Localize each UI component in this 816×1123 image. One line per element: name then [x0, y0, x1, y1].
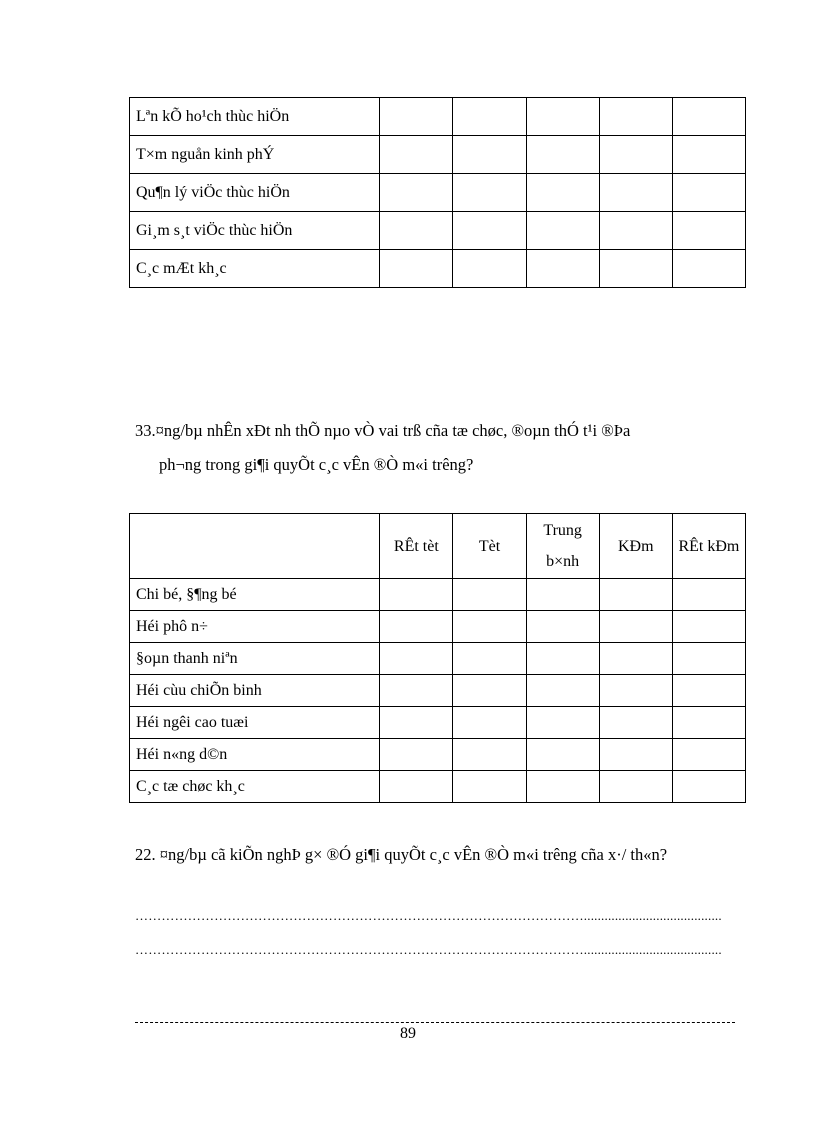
rating-cell[interactable]	[599, 675, 672, 707]
row-label: T×m nguån kinh phÝ	[130, 136, 380, 174]
question-22: 22. ¤ng/bµ cã kiÕn nghÞ g× ®Ó gi¶i quyÕt c¸c vÊn ®Ò m«i trêng cña x·/ th«n?	[135, 845, 668, 864]
row-label: Héi n«ng d©n	[130, 739, 380, 771]
row-label: C¸c mÆt kh¸c	[130, 250, 380, 288]
rating-cell[interactable]	[380, 250, 453, 288]
rating-cell[interactable]	[526, 250, 599, 288]
rating-cell[interactable]	[453, 739, 526, 771]
rating-cell[interactable]	[453, 611, 526, 643]
rating-cell[interactable]	[672, 739, 745, 771]
rating-cell[interactable]	[672, 643, 745, 675]
rating-cell[interactable]	[526, 98, 599, 136]
rating-cell[interactable]	[599, 579, 672, 611]
table-row	[130, 707, 746, 739]
row-label: Héi phô n÷	[130, 611, 380, 643]
row-label: Héi cùu chiÕn binh	[130, 675, 380, 707]
rating-cell[interactable]	[672, 707, 745, 739]
table-row	[130, 643, 746, 675]
rating-cell[interactable]	[380, 643, 453, 675]
rating-cell[interactable]	[380, 98, 453, 136]
answer-line[interactable]: …………………………………………………………………………………………........................................	[135, 942, 722, 957]
rating-cell[interactable]	[672, 579, 745, 611]
rating-cell[interactable]	[453, 212, 526, 250]
rating-cell[interactable]	[599, 739, 672, 771]
rating-cell[interactable]	[599, 98, 672, 136]
rating-cell[interactable]	[380, 675, 453, 707]
rating-cell[interactable]	[526, 212, 599, 250]
header-very-poor: RÊt kÐm	[672, 514, 745, 579]
rating-cell[interactable]	[380, 739, 453, 771]
rating-cell[interactable]	[526, 675, 599, 707]
question-33-line-1: 33.¤ng/bµ nhÊn xÐt nh thÕ nµo vÒ vai trß cña tæ chøc, ®oµn thÓ t¹i ®Þa	[135, 421, 631, 440]
rating-cell[interactable]	[453, 675, 526, 707]
question-33	[135, 414, 750, 482]
rating-cell[interactable]	[672, 250, 745, 288]
rating-cell[interactable]	[672, 611, 745, 643]
rating-cell[interactable]	[672, 675, 745, 707]
table-row	[130, 98, 746, 136]
header-poor: KÐm	[599, 514, 672, 579]
rating-cell[interactable]	[453, 98, 526, 136]
row-label: Gi¸m s¸t viÖc thùc hiÖn	[130, 212, 380, 250]
header-empty-cell	[130, 514, 380, 579]
rating-cell[interactable]	[526, 579, 599, 611]
table-row	[130, 212, 746, 250]
rating-cell[interactable]	[599, 771, 672, 803]
rating-cell[interactable]	[599, 611, 672, 643]
rating-cell[interactable]	[526, 707, 599, 739]
rating-cell[interactable]	[599, 174, 672, 212]
footer-divider	[135, 1022, 735, 1023]
table-header-row	[130, 514, 746, 579]
rating-cell[interactable]	[599, 643, 672, 675]
table-row	[130, 739, 746, 771]
rating-cell[interactable]	[672, 771, 745, 803]
table-row	[130, 771, 746, 803]
rating-cell[interactable]	[453, 707, 526, 739]
rating-cell[interactable]	[380, 136, 453, 174]
rating-cell[interactable]	[672, 98, 745, 136]
page-number: 89	[400, 1025, 416, 1042]
rating-cell[interactable]	[380, 212, 453, 250]
rating-cell[interactable]	[453, 136, 526, 174]
rating-cell[interactable]	[526, 611, 599, 643]
rating-cell[interactable]	[453, 174, 526, 212]
rating-cell[interactable]	[453, 579, 526, 611]
rating-cell[interactable]	[672, 174, 745, 212]
table-row	[130, 136, 746, 174]
rating-cell[interactable]	[526, 643, 599, 675]
question-33-line-2: ph¬ng trong gi¶i quyÕt c¸c vÊn ®Ò m«i trêng?	[159, 455, 474, 474]
answer-line[interactable]: …………………………………………………………………………………………........................................	[135, 908, 722, 923]
row-label: Qu¶n lý viÖc thùc hiÖn	[130, 174, 380, 212]
rating-cell[interactable]	[599, 136, 672, 174]
row-label: Lªn kÕ ho¹ch thùc hiÖn	[130, 98, 380, 136]
rating-cell[interactable]	[453, 771, 526, 803]
organization-rating-table	[129, 513, 746, 803]
rating-cell[interactable]	[380, 707, 453, 739]
table-row	[130, 579, 746, 611]
rating-cell[interactable]	[526, 136, 599, 174]
header-very-good: RÊt tèt	[380, 514, 453, 579]
row-label: Chi bé, §¶ng bé	[130, 579, 380, 611]
rating-cell[interactable]	[453, 250, 526, 288]
row-label: Héi ngêi cao tuæi	[130, 707, 380, 739]
rating-cell[interactable]	[526, 739, 599, 771]
rating-cell[interactable]	[599, 250, 672, 288]
rating-cell[interactable]	[672, 136, 745, 174]
rating-cell[interactable]	[672, 212, 745, 250]
rating-cell[interactable]	[380, 174, 453, 212]
rating-cell[interactable]	[380, 579, 453, 611]
rating-cell[interactable]	[599, 212, 672, 250]
rating-cell[interactable]	[526, 174, 599, 212]
rating-cell[interactable]	[380, 611, 453, 643]
rating-cell[interactable]	[453, 643, 526, 675]
table-row	[130, 675, 746, 707]
table-row	[130, 250, 746, 288]
row-label: §oµn thanh niªn	[130, 643, 380, 675]
header-average: Trung b×nh	[526, 514, 599, 579]
table-row	[130, 174, 746, 212]
rating-cell[interactable]	[526, 771, 599, 803]
row-label: C¸c tæ chøc kh¸c	[130, 771, 380, 803]
activity-table	[129, 97, 746, 288]
rating-cell[interactable]	[380, 771, 453, 803]
table-row	[130, 611, 746, 643]
rating-cell[interactable]	[599, 707, 672, 739]
header-good: Tèt	[453, 514, 526, 579]
